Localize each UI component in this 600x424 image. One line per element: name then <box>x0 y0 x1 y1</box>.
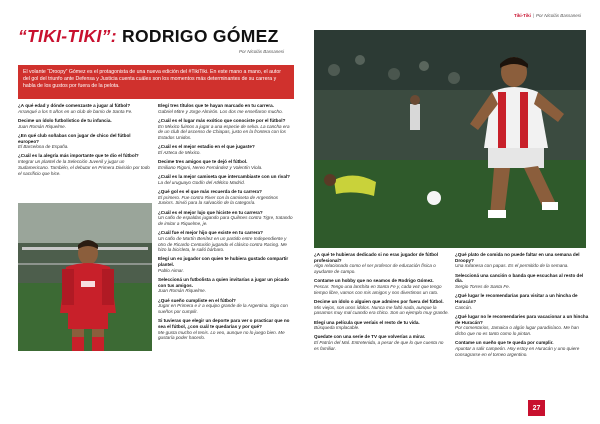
question: ¿En qué club soñabas con jugar de chico del fútbol europeo? <box>18 132 131 144</box>
title-main: RODRIGO GÓMEZ <box>122 26 279 46</box>
title-prefix: “TIKI-TIKI”: <box>18 26 117 46</box>
question: Elegí tres títulos que te hayan marcado en tu carrera. <box>158 103 274 108</box>
qa-item <box>158 189 294 206</box>
header-brand: Tiki-Tiki <box>514 13 531 18</box>
question: Elegí un ex jugador con quien te hubiera gustado compartir plantel. <box>158 256 289 268</box>
qa-item <box>158 298 294 315</box>
qa-item <box>314 252 449 275</box>
qa-item <box>158 159 294 170</box>
question: Seleccioná un futbolista a quien invitarías a jugar un picado con tus amigos. <box>158 277 289 288</box>
question: Decime tres amigos que te dejó el fútbol. <box>158 159 248 165</box>
answer: Juan Román Riquelme. <box>18 123 67 129</box>
question: ¿A qué te hubieras dedicado si no eras jugador de fútbol profesional? <box>314 252 439 263</box>
answer: El Patrón del Mal. Entretenida, a pesar de que lo que cuenta no es familiar. <box>314 340 444 351</box>
column-a <box>18 103 152 180</box>
answer: Pescar. Tengo una lanchita en Santa Fe y, cada vez que tengo tiempo libre, vamos con mis amigos y nos divertimos un rato. <box>314 284 442 295</box>
answer: Un caño de Martín Benítez en un partido entre Independiente y otro de Ricardo Centurión jugando el clásico contra Racing. Me hizo la bicicleta, le salió bárbaro. <box>158 235 287 253</box>
qa-item <box>314 320 449 331</box>
question: Contame un hobby que no seamos de Rodrigo Gómez. <box>314 278 434 284</box>
answer: El primero. Fue contra River con la camiseta de Argentinos Juniors. Sirvió para la salvación de la categoría. <box>158 194 279 206</box>
answer: Me gusta mucho el tenis. Lo veo, aunque no lo juego bien. Me gustaría poder hacerlo. <box>158 329 285 341</box>
answer: Sergio Torres de Santa Fe. <box>455 284 510 290</box>
answer: Juan Román Riquelme. <box>158 288 207 294</box>
header-author: Por Nicolás Bassanesi <box>536 13 582 18</box>
answer: La del uruguayo Godín del Atlético Madrid. <box>158 179 245 185</box>
qa-item <box>158 118 294 141</box>
qa-item <box>455 293 590 310</box>
answer: Una milanesa con papas. Es el permitido de la semana. <box>455 263 569 269</box>
question: Si tuvieras que elegir un deporte para ver o practicar que no sea el fútbol, ¿con cuál te quedarías y por qué? <box>158 318 290 329</box>
question: ¿Qué gol es el que más recuerda de tu carrera? <box>158 188 262 194</box>
answer: Búsqueda Implacable. <box>314 325 360 331</box>
qa-item <box>158 318 294 341</box>
qa-item <box>455 314 590 337</box>
answer: Un caño de espaldas jugando para Quilmes contra Tigre, tratando de imitar a Riquelme, je. <box>158 215 293 226</box>
qa-item <box>158 174 294 185</box>
question: ¿Cuál fue el mejor hijo que existe en tu carrera? <box>158 230 263 236</box>
question: Contame un sueño que te queda por cumplir. <box>455 340 554 346</box>
answer: El Azteca de México. <box>158 149 201 155</box>
qa-item <box>158 103 294 114</box>
header-separator: | <box>532 13 535 18</box>
question: ¿Cuál es la alegría más importante que te dio el fútbol? <box>18 153 139 159</box>
qa-item <box>158 144 294 155</box>
answer: Por comentarios, Jamaica o algún lugar paradisíaco. Me han dicho que no es tanto como lo pintan. <box>455 325 579 336</box>
question: ¿Cuál es el lugar más exótico que conociste por el fútbol? <box>158 117 286 123</box>
intro-box: El volante “Droopy” Gómez es el protagonista de una nueva edición del #TikiTiki. En este mano a mano, el autor del gol del triunfo ante Defensa y Justicia cuenta cuáles son los momentos más determinantes de su carrera y habla de los gustos por fuera de la pelota. <box>18 65 294 99</box>
answer: Apuntar a salir campeón. Hoy estoy en Huracán y uno quiere consagrarse en el torneo argentino. <box>455 345 580 357</box>
page-number: 27 <box>528 400 545 416</box>
article-title <box>18 26 279 47</box>
answer: Jugar en Primera e ir a equipo grande de la Argentina. Sigo con sueños por cumplir. <box>158 303 288 315</box>
question: ¿Qué lugar le recomendarías para visitar a un hincha de Huracán? <box>455 293 578 304</box>
qa-item <box>455 252 590 269</box>
question: Quedate con una serie de TV que volverías a mirar. <box>314 334 426 340</box>
answer: Algo relacionado como el ser profesor de educación física o ayudante de campo. <box>314 263 436 275</box>
question: ¿Qué lugar no le recomendaries para vacacionar a un hincha de Huracán? <box>455 313 589 325</box>
answer: En México fuimos a jugar a una especie de selva. La cancha era de un club del ascenso de Chiapas, justo en la frontera con los Estados Unidos. <box>158 123 290 141</box>
player-photo-right-image <box>314 30 586 248</box>
answer: Gabriel Mitre y Jorge Almirón. Los dos me enseñaron mucho. <box>158 108 283 114</box>
article-byline: Por Nicolás Bassanesi <box>238 49 284 54</box>
question: Elegí una película que veríais el resto de tu vida. <box>314 319 420 325</box>
player-photo-left-image <box>18 203 152 351</box>
question: ¿Cuál es el mejor estadio en el que jugaste? <box>158 144 255 150</box>
column-c <box>314 252 449 355</box>
answer: Integrar un plantel de la Selección Juvenil y jugar un Sudamericano. También, el debutar en Primera División por todo el sacrificio que hice. <box>18 159 150 176</box>
question: ¿A qué edad y dónde comenzaste a jugar al fútbol? <box>18 103 131 108</box>
column-b <box>158 103 294 345</box>
answer: Cancún. <box>455 304 473 310</box>
question: Decime un ídolo futbolístico de tu infancia. <box>18 117 112 123</box>
qa-item <box>158 210 294 227</box>
qa-item <box>455 340 590 357</box>
running-header <box>514 13 581 18</box>
question: ¿Qué plato de comida no puede faltar en una semana del Droopy? <box>455 252 580 263</box>
question: Seleccioná una canción o banda que escuchas al resto del día. <box>455 272 584 284</box>
qa-item <box>18 133 152 150</box>
player-photo-left <box>18 203 152 351</box>
question: ¿Cuál es la mejor camiseta que intercambiaste con un rival? <box>158 174 290 180</box>
column-d <box>455 252 590 361</box>
qa-item <box>18 118 152 129</box>
qa-item <box>314 299 449 316</box>
answer: Pablo Aimar. <box>158 267 184 273</box>
question: Decime un ídolo o alguien que admires por fuera del fútbol. <box>314 298 444 304</box>
answer: Arranqué a los 5 años en un club de barrio de Santa Fe. <box>18 108 133 114</box>
player-photo-right <box>314 30 586 248</box>
qa-item <box>455 273 590 290</box>
qa-item <box>314 334 449 351</box>
qa-item <box>314 278 449 295</box>
answer: Emiliano Rigoni, Nereo Fernández y Valentín Viola. <box>158 164 263 170</box>
question: ¿Cuál es el mejor lujo que hiciste en tu carrera? <box>158 209 263 215</box>
qa-item <box>18 153 152 176</box>
answer: Mis viejos, son unos ídolos. Nunca me faltó nada, aunque la pasamos muy mal cuando era chico. Son un ejemplo muy grande. <box>314 304 449 316</box>
qa-item <box>158 256 294 273</box>
qa-item <box>158 277 294 294</box>
qa-item <box>158 230 294 253</box>
question: ¿Qué sueño cumpliste en el fútbol? <box>158 297 236 303</box>
answer: El Barcelona de España. <box>18 144 69 150</box>
qa-item <box>18 103 152 114</box>
